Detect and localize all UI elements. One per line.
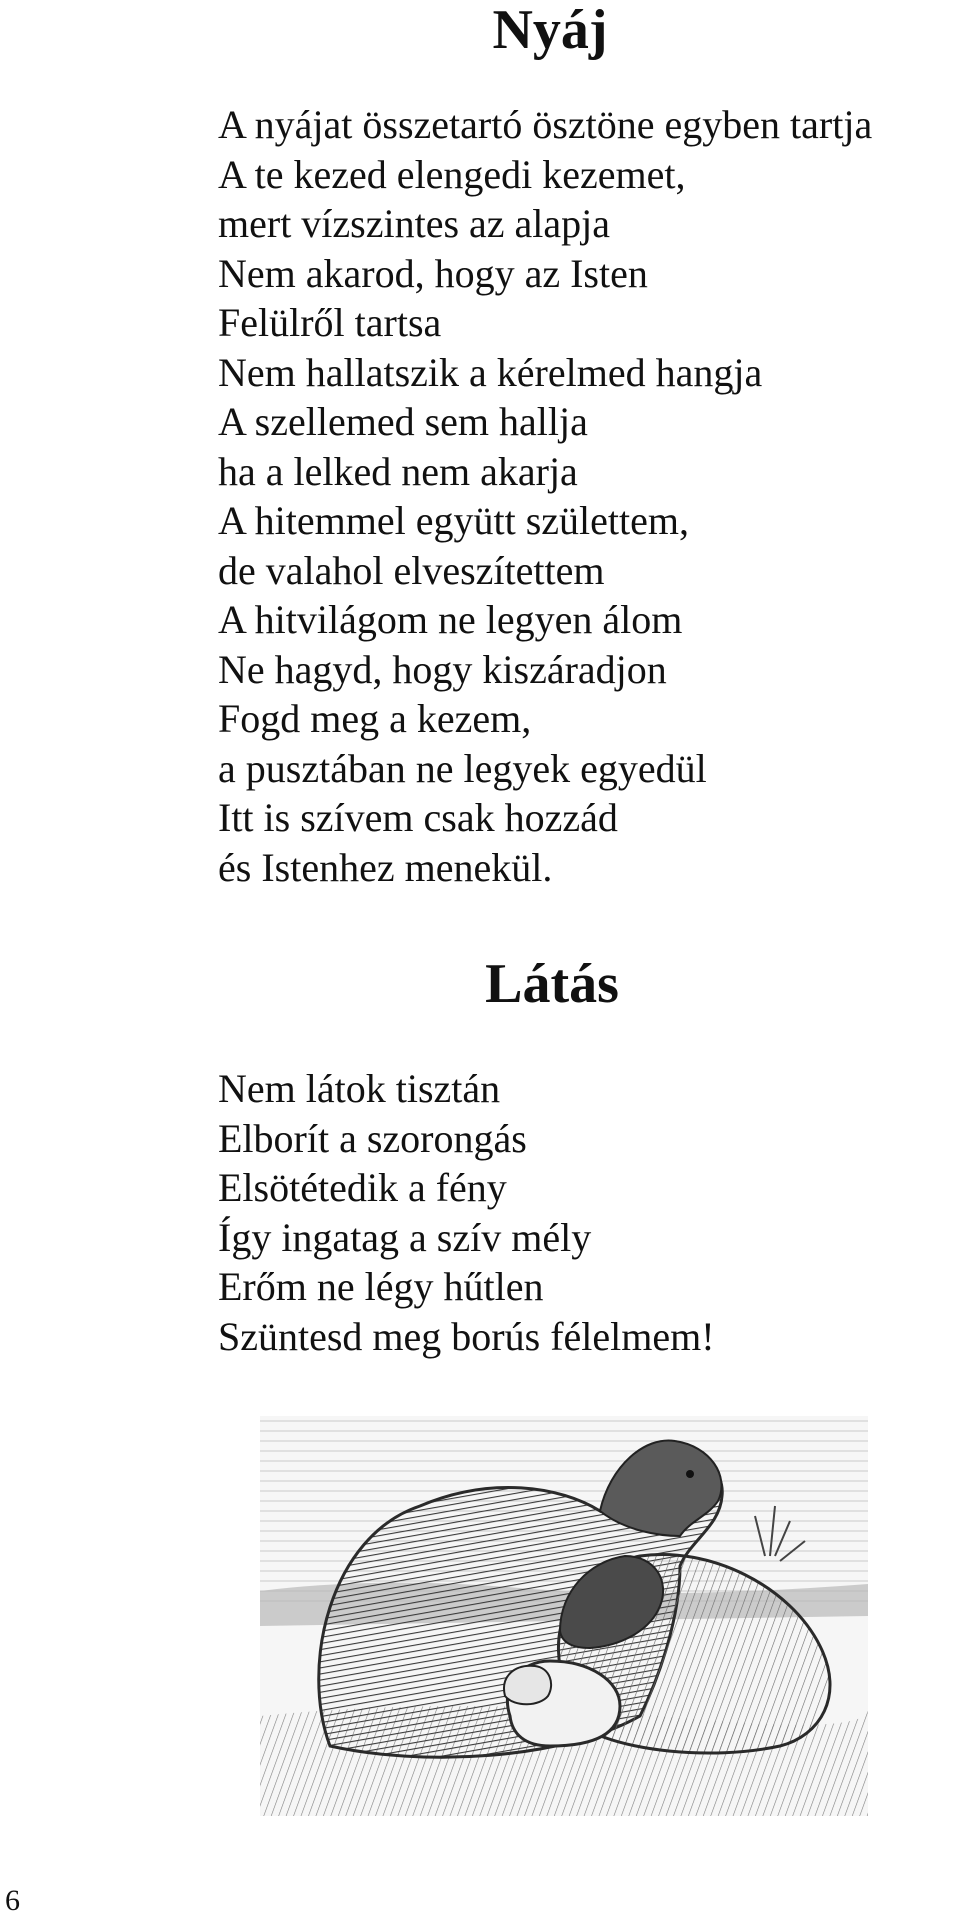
sheep-illustration bbox=[260, 1416, 868, 1816]
sheep-engraving-image bbox=[260, 1416, 868, 1816]
poem-body-nyaj bbox=[218, 100, 872, 892]
poem-line: A nyájat összetartó ösztöne egyben tartja bbox=[218, 102, 873, 147]
poem-line: A te kezed elengedi kezemet, bbox=[218, 151, 686, 197]
poem-line: A hitemmel együtt születtem, bbox=[218, 498, 690, 543]
poem-line: Nem hallatszik a kérelmed hangja bbox=[218, 349, 763, 395]
poem-line: Szüntesd meg borús félelmem! bbox=[218, 1313, 715, 1359]
poem-line: Fogd meg a kezem, bbox=[218, 696, 532, 741]
poem-body-latas bbox=[218, 1064, 715, 1361]
poem-line: Ne hagyd, hogy kiszáradjon bbox=[218, 646, 667, 692]
poem-line: A hitvilágom ne legyen álom bbox=[218, 597, 683, 642]
poem-line: Felülről tartsa bbox=[218, 300, 442, 345]
poem-title-nyaj: Nyáj bbox=[492, 0, 608, 61]
poem-line: Nem akarod, hogy az Isten bbox=[218, 250, 648, 296]
poem-line: mert vízszintes az alapja bbox=[218, 201, 611, 246]
poem-line: Elsötétedik a fény bbox=[218, 1165, 507, 1210]
poem-line: Nem látok tisztán bbox=[218, 1066, 501, 1111]
poem-line: Erőm ne légy hűtlen bbox=[218, 1264, 544, 1309]
poem-line: de valahol elveszítettem bbox=[218, 547, 605, 593]
poem-line: Itt is szívem csak hozzád bbox=[218, 795, 618, 840]
poem-line: A szellemed sem hallja bbox=[218, 399, 588, 444]
poem-title-latas: Látás bbox=[485, 953, 619, 1015]
page-number: 6 bbox=[5, 1884, 20, 1917]
poem-line: Így ingatag a szív mély bbox=[218, 1214, 592, 1260]
poem-line: ha a lelked nem akarja bbox=[218, 448, 578, 494]
poem-line: Elborít a szorongás bbox=[218, 1115, 527, 1161]
poem-line: és Istenhez menekül. bbox=[218, 844, 553, 890]
poem-line: a pusztában ne legyek egyedül bbox=[218, 745, 707, 791]
